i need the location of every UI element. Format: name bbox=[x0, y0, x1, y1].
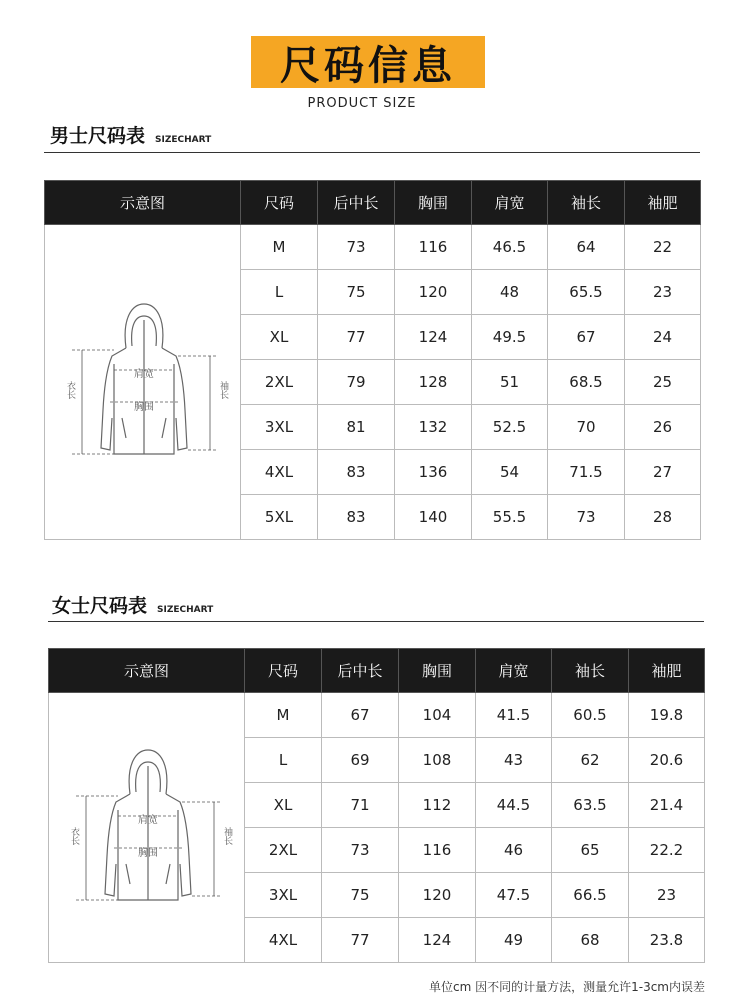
page-title: 尺码信息 bbox=[280, 42, 456, 89]
measurement-cell: 66.5 bbox=[552, 873, 629, 918]
measurement-cell: 83 bbox=[318, 495, 395, 540]
measurement-cell: 51 bbox=[472, 360, 548, 405]
measurement-cell: 71.5 bbox=[548, 450, 625, 495]
measurement-cell: 19.8 bbox=[629, 693, 705, 738]
garment-diagram-cell bbox=[45, 225, 241, 540]
measurement-cell: 132 bbox=[395, 405, 472, 450]
column-header: 后中长 bbox=[318, 181, 395, 225]
measurement-cell: 108 bbox=[399, 738, 476, 783]
measurement-cell: 136 bbox=[395, 450, 472, 495]
measurement-cell: 75 bbox=[318, 270, 395, 315]
measurement-cell: 81 bbox=[318, 405, 395, 450]
measurement-cell: 54 bbox=[472, 450, 548, 495]
column-header: 尺码 bbox=[245, 649, 322, 693]
measurement-cell: 20.6 bbox=[629, 738, 705, 783]
column-header: 肩宽 bbox=[472, 181, 548, 225]
measurement-cell: 49.5 bbox=[472, 315, 548, 360]
sleeve-length-label: 袖长 bbox=[221, 826, 232, 845]
body-length-label: 衣长 bbox=[64, 381, 75, 399]
women-size-table bbox=[48, 648, 705, 963]
page-subtitle: PRODUCT SIZE bbox=[307, 96, 417, 111]
measurement-cell: 65 bbox=[552, 828, 629, 873]
measurement-cell: 67 bbox=[548, 315, 625, 360]
size-cell: 2XL bbox=[245, 828, 322, 873]
measurement-cell: 23 bbox=[625, 270, 701, 315]
measurement-cell: 26 bbox=[625, 405, 701, 450]
column-header: 胸围 bbox=[395, 181, 472, 225]
men-section-subtitle: SIZECHART bbox=[155, 135, 212, 145]
measurement-cell: 64 bbox=[548, 225, 625, 270]
measurement-cell: 41.5 bbox=[476, 693, 552, 738]
measurement-cell: 25 bbox=[625, 360, 701, 405]
men-section-title: 男士尺码表 bbox=[50, 125, 146, 147]
measurement-cell: 120 bbox=[395, 270, 472, 315]
column-header: 肩宽 bbox=[476, 649, 552, 693]
measurement-cell: 68 bbox=[552, 918, 629, 963]
measurement-cell: 60.5 bbox=[552, 693, 629, 738]
measurement-cell: 124 bbox=[395, 315, 472, 360]
measurement-cell: 83 bbox=[318, 450, 395, 495]
size-cell: 4XL bbox=[241, 450, 318, 495]
measurement-cell: 43 bbox=[476, 738, 552, 783]
measurement-cell: 28 bbox=[625, 495, 701, 540]
women-section-title: 女士尺码表 bbox=[52, 595, 148, 617]
measurement-cell: 62 bbox=[552, 738, 629, 783]
measurement-cell: 116 bbox=[395, 225, 472, 270]
column-header: 示意图 bbox=[49, 649, 245, 693]
measurement-cell: 112 bbox=[399, 783, 476, 828]
measurement-cell: 120 bbox=[399, 873, 476, 918]
chest-label: 胸围 bbox=[133, 402, 154, 413]
measurement-cell: 48 bbox=[472, 270, 548, 315]
measurement-cell: 67 bbox=[322, 693, 399, 738]
measurement-cell: 24 bbox=[625, 315, 701, 360]
measurement-cell: 77 bbox=[318, 315, 395, 360]
size-cell: 4XL bbox=[245, 918, 322, 963]
measurement-cell: 69 bbox=[322, 738, 399, 783]
column-header: 袖长 bbox=[552, 649, 629, 693]
measurement-cell: 46.5 bbox=[472, 225, 548, 270]
size-cell: M bbox=[241, 225, 318, 270]
jacket-diagram-icon bbox=[52, 736, 242, 916]
measurement-cell: 140 bbox=[395, 495, 472, 540]
measurement-cell: 73 bbox=[322, 828, 399, 873]
jacket-diagram-icon bbox=[48, 290, 238, 470]
size-cell: M bbox=[245, 693, 322, 738]
measurement-cell: 55.5 bbox=[472, 495, 548, 540]
garment-diagram-cell bbox=[49, 693, 245, 963]
size-cell: 3XL bbox=[245, 873, 322, 918]
measurement-cell: 73 bbox=[318, 225, 395, 270]
women-section-subtitle: SIZECHART bbox=[157, 605, 214, 615]
measurement-cell: 22.2 bbox=[629, 828, 705, 873]
measurement-cell: 27 bbox=[625, 450, 701, 495]
column-header: 袖长 bbox=[548, 181, 625, 225]
measurement-cell: 23 bbox=[629, 873, 705, 918]
measurement-cell: 104 bbox=[399, 693, 476, 738]
column-header: 胸围 bbox=[399, 649, 476, 693]
chest-label: 胸围 bbox=[137, 847, 158, 859]
men-section-header bbox=[50, 121, 211, 148]
measurement-cell: 79 bbox=[318, 360, 395, 405]
column-header: 袖肥 bbox=[625, 181, 701, 225]
column-header: 示意图 bbox=[45, 181, 241, 225]
shoulder-width-label: 肩宽 bbox=[133, 369, 154, 380]
measurement-cell: 23.8 bbox=[629, 918, 705, 963]
sleeve-length-label: 袖长 bbox=[217, 381, 228, 399]
size-cell: L bbox=[245, 738, 322, 783]
body-length-label: 衣长 bbox=[68, 826, 79, 845]
measurement-cell: 116 bbox=[399, 828, 476, 873]
size-cell: 2XL bbox=[241, 360, 318, 405]
column-header: 袖肥 bbox=[629, 649, 705, 693]
measurement-cell: 71 bbox=[322, 783, 399, 828]
women-divider bbox=[48, 621, 704, 622]
size-cell: L bbox=[241, 270, 318, 315]
size-cell: XL bbox=[245, 783, 322, 828]
men-size-table bbox=[44, 180, 701, 540]
measurement-cell: 68.5 bbox=[548, 360, 625, 405]
measurement-cell: 21.4 bbox=[629, 783, 705, 828]
women-section-header bbox=[52, 591, 213, 618]
measurement-cell: 63.5 bbox=[552, 783, 629, 828]
measurement-cell: 47.5 bbox=[476, 873, 552, 918]
measurement-note: 单位cm 因不同的计量方法，测量允许1-3cm内误差 bbox=[429, 980, 705, 994]
size-cell: XL bbox=[241, 315, 318, 360]
measurement-cell: 65.5 bbox=[548, 270, 625, 315]
measurement-cell: 77 bbox=[322, 918, 399, 963]
men-divider bbox=[44, 152, 700, 153]
measurement-cell: 44.5 bbox=[476, 783, 552, 828]
measurement-cell: 124 bbox=[399, 918, 476, 963]
size-cell: 5XL bbox=[241, 495, 318, 540]
measurement-cell: 75 bbox=[322, 873, 399, 918]
table-row bbox=[49, 693, 705, 738]
size-cell: 3XL bbox=[241, 405, 318, 450]
measurement-cell: 73 bbox=[548, 495, 625, 540]
measurement-cell: 22 bbox=[625, 225, 701, 270]
measurement-cell: 128 bbox=[395, 360, 472, 405]
table-row bbox=[45, 225, 701, 270]
shoulder-width-label: 肩宽 bbox=[137, 814, 158, 826]
column-header: 尺码 bbox=[241, 181, 318, 225]
title-banner bbox=[251, 36, 485, 88]
column-header: 后中长 bbox=[322, 649, 399, 693]
measurement-cell: 52.5 bbox=[472, 405, 548, 450]
measurement-cell: 70 bbox=[548, 405, 625, 450]
measurement-cell: 46 bbox=[476, 828, 552, 873]
measurement-cell: 49 bbox=[476, 918, 552, 963]
